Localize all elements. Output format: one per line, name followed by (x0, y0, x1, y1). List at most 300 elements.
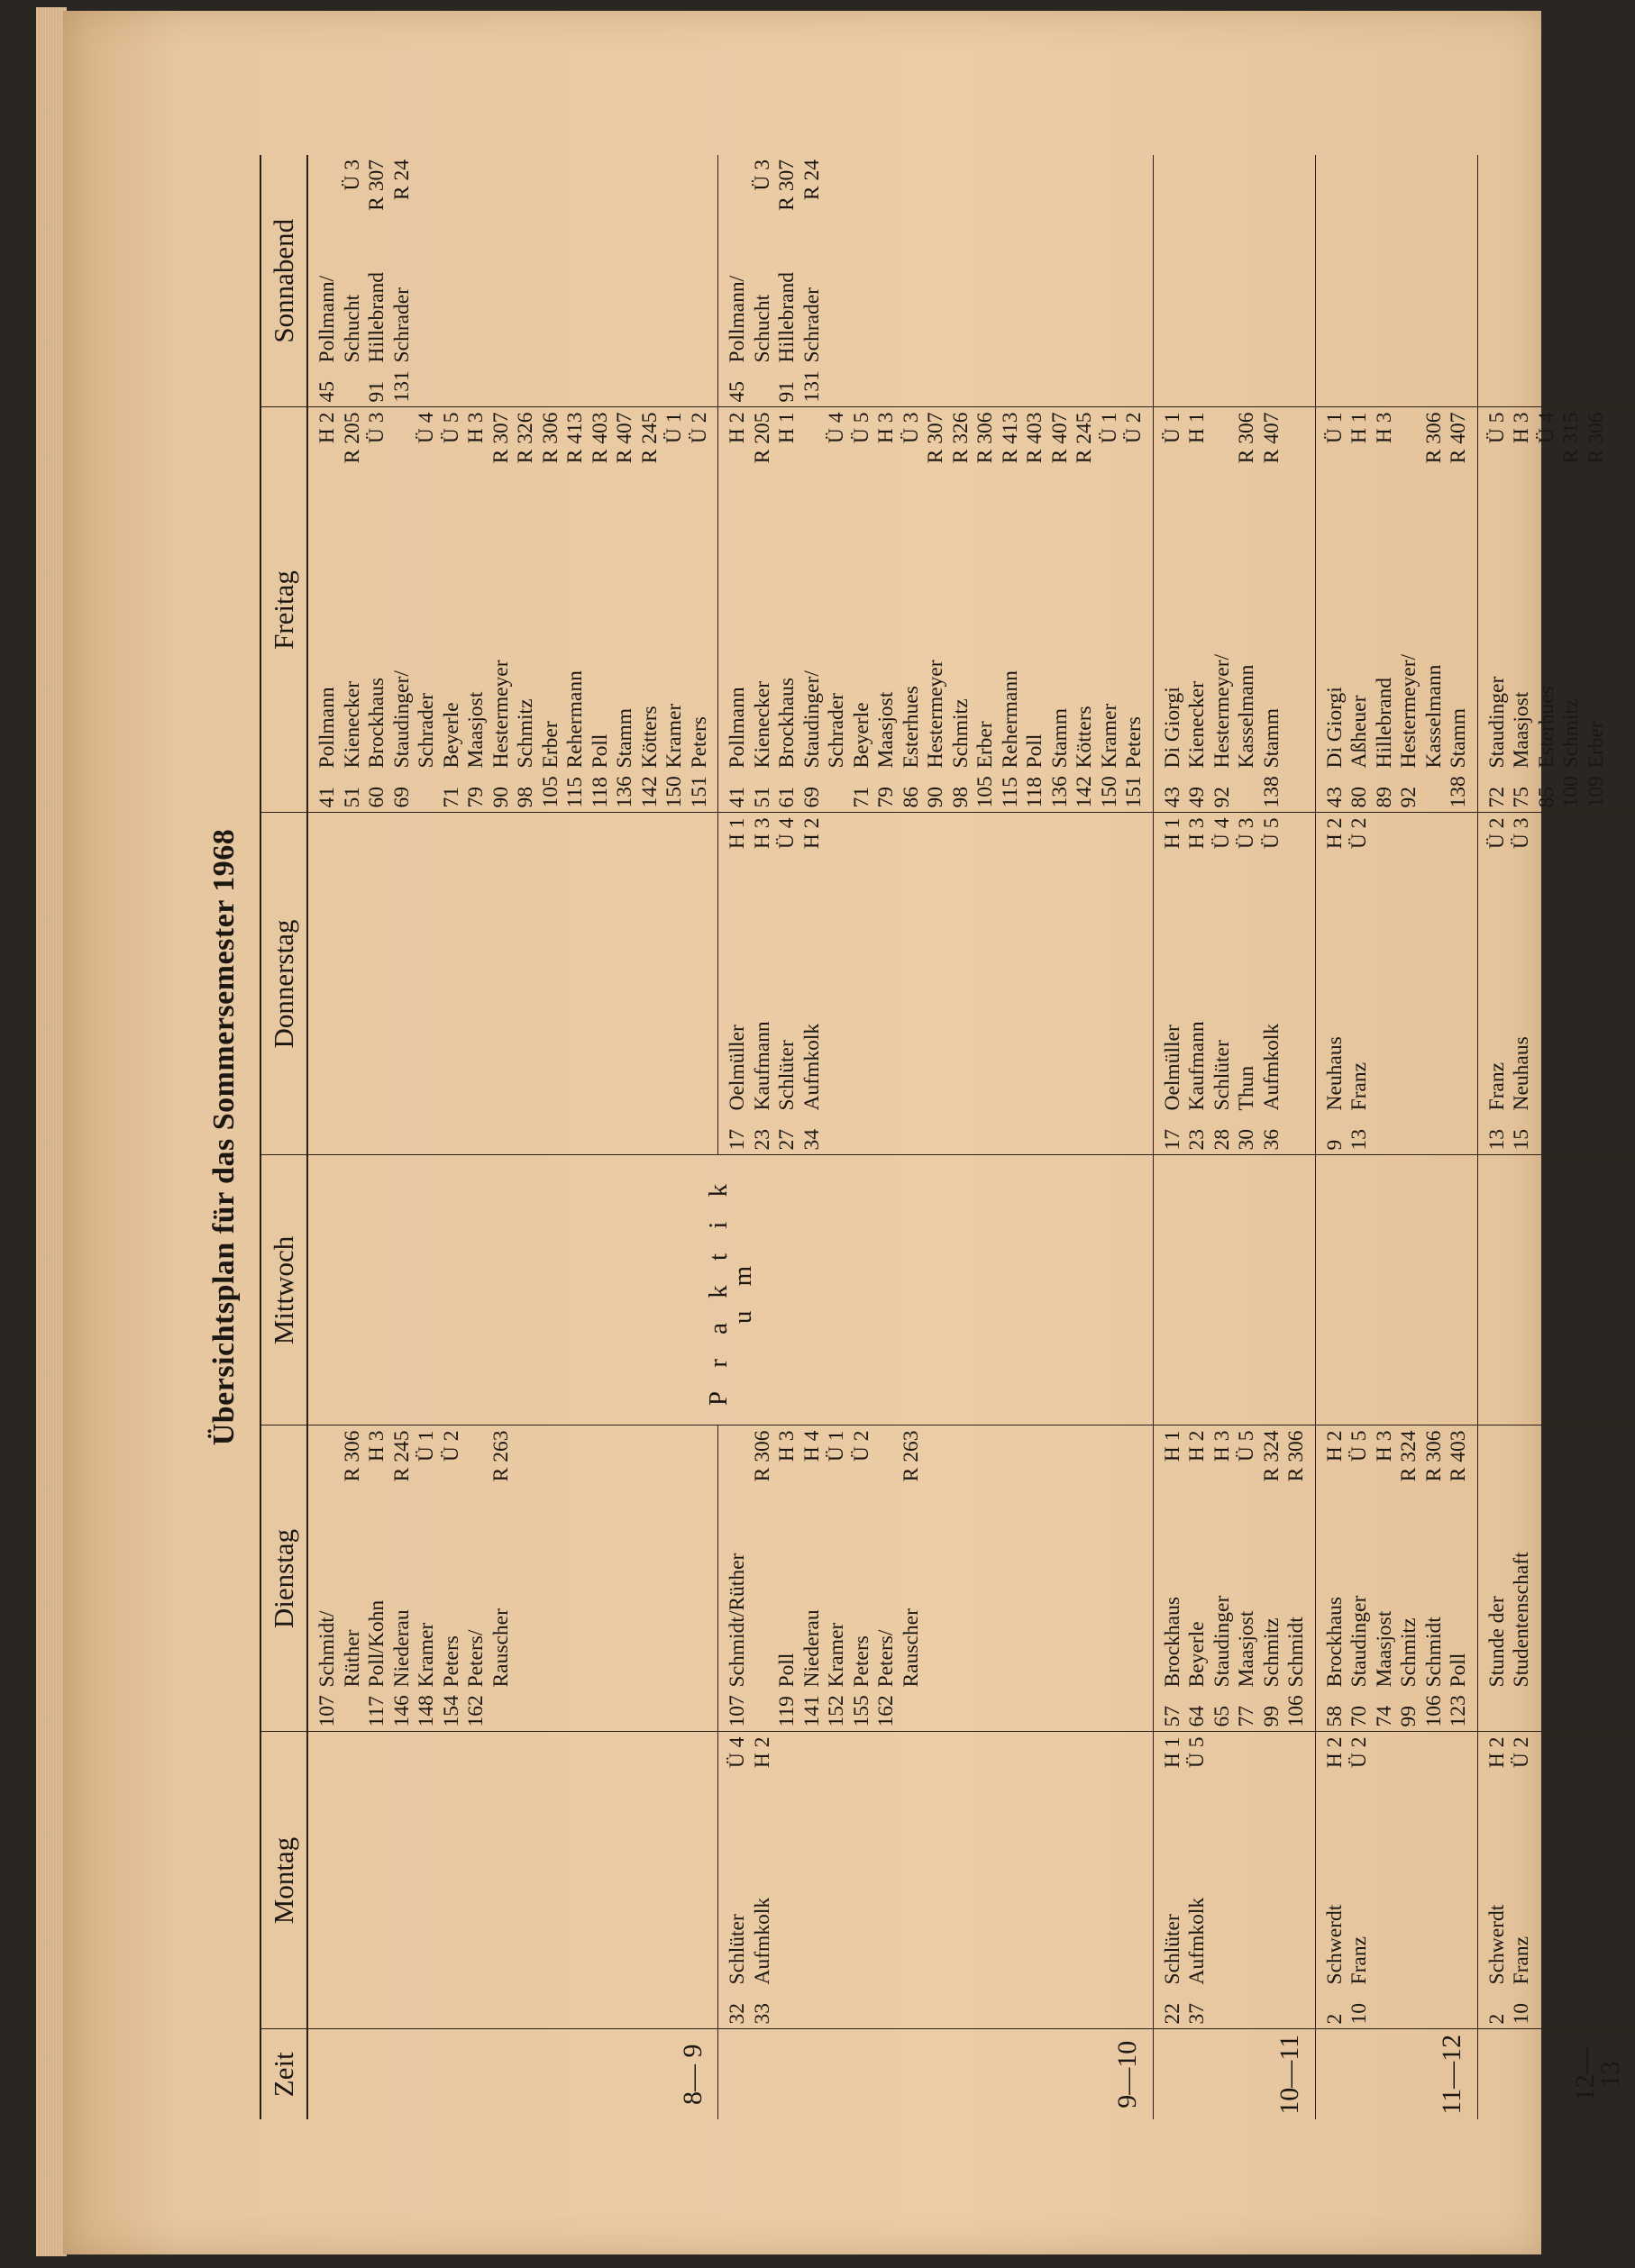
course-number: 92 (1210, 787, 1234, 808)
lecturer-name: Brockhaus (365, 677, 388, 769)
course-entry (751, 413, 776, 808)
course-entry (1260, 1431, 1285, 1727)
lecturer-name: Kienecker (1185, 680, 1209, 769)
course-number: 75 (1510, 787, 1533, 808)
course-entry (315, 159, 341, 403)
time-slot: 12—13 (1570, 2047, 1625, 2102)
course-number: 91 (365, 381, 388, 403)
course-entry (539, 413, 564, 808)
lecturer-name: Studentenschaft (1510, 1552, 1533, 1688)
lecturer-name: Peters/ (464, 1629, 488, 1688)
freitag-cell (307, 407, 718, 813)
room-code: H 3 (1372, 412, 1396, 444)
donnerstag-cell (1153, 813, 1315, 1155)
room-code: H 2 (315, 412, 339, 444)
lecturer-name: Hestermeyer/ (1210, 653, 1234, 769)
course-entry (775, 818, 800, 1151)
lecturer-name: Schlüter (1210, 1040, 1234, 1111)
lecturer-name: Schrader (799, 287, 824, 363)
course-entry (1323, 1737, 1348, 2025)
lecturer-name: Kaufmann (1185, 1021, 1209, 1111)
course-entry (1510, 818, 1535, 1151)
lecturer-name: Schmitz (1397, 1617, 1420, 1688)
course-number: 80 (1347, 787, 1371, 808)
room-code: R 407 (1447, 412, 1470, 464)
course-entry (751, 818, 776, 1151)
lecturer-name: Schmitz (948, 698, 973, 769)
room-code: Ü 2 (439, 1430, 463, 1462)
room-code: R 245 (389, 1430, 414, 1482)
course-entry (489, 1431, 515, 1727)
course-entry (800, 1431, 826, 1727)
course-number: 152 (825, 1695, 848, 1727)
course-entry (1510, 1431, 1535, 1727)
course-entry (1559, 413, 1585, 808)
room-code: Ü 5 (1259, 817, 1283, 850)
room-code: H 2 (1322, 1430, 1347, 1462)
course-number: 146 (389, 1695, 414, 1727)
room-code: H 1 (775, 412, 799, 444)
room-code (726, 159, 751, 163)
course-number: 123 (1447, 1695, 1470, 1727)
course-number: 70 (1347, 1706, 1371, 1727)
lecturer-name: Brockhaus (775, 677, 799, 769)
course-entry (775, 159, 800, 403)
room-code: R 307 (365, 159, 388, 211)
montag-cell (718, 1732, 1154, 2029)
lecturer-name: Maasjost (1235, 1610, 1258, 1688)
room-code: H 3 (365, 1430, 388, 1462)
lecturer-name: Beyerle (1185, 1621, 1209, 1688)
empty-cell (1477, 1155, 1635, 1425)
lecturer-name: Franz (1510, 1936, 1533, 1985)
room-code: Ü 1 (1097, 412, 1121, 444)
lecturer-name (751, 1485, 776, 1687)
donnerstag-cell (307, 813, 718, 1155)
course-number: 90 (489, 787, 513, 808)
lecturer-name: Oelmüller (1160, 1025, 1184, 1111)
room-code: Ü 4 (775, 817, 799, 850)
course-number: 150 (662, 776, 686, 808)
room-code: Ü 2 (1347, 817, 1371, 850)
course-entry (1284, 1431, 1310, 1727)
room-code: Ü 2 (1122, 412, 1146, 444)
course-entry (800, 818, 826, 1151)
time-slot-cell (718, 2029, 1154, 2119)
lecturer-name: Peters/ (874, 1629, 898, 1688)
room-code: R 315 (1559, 412, 1583, 464)
room-code: H 2 (750, 1736, 774, 1769)
schedule-body (307, 155, 1635, 2119)
montag-cell (1315, 1732, 1477, 2029)
course-number: 69 (389, 787, 414, 808)
course-number: 37 (1185, 2003, 1209, 2025)
room-code: R 326 (514, 412, 537, 464)
room-code (1485, 1431, 1511, 1435)
course-entry (315, 1431, 341, 1727)
room-code: Ü 5 (1235, 1430, 1258, 1462)
course-entry (390, 159, 416, 403)
course-entry (800, 159, 826, 403)
course-number: 136 (613, 776, 636, 808)
lecturer-name: Hillebrand (365, 272, 388, 363)
course-entry (1510, 1737, 1535, 2025)
lecturer-name: Pollmann/ (315, 275, 339, 363)
lecturer-name: Schmitz (1259, 1617, 1283, 1688)
room-code: Ü 2 (1510, 1736, 1533, 1769)
course-number: 57 (1160, 1706, 1184, 1727)
course-entry (1023, 413, 1048, 808)
lecturer-name: Erber (1584, 721, 1608, 769)
course-number: 131 (799, 370, 824, 403)
course-entry (464, 1431, 489, 1727)
room-code: Ü 1 (1160, 412, 1184, 444)
room-code: H 1 (1347, 412, 1371, 444)
room-code: R 403 (1447, 1430, 1470, 1482)
empty-cell (1153, 1155, 1315, 1425)
lecturer-name: Kramer (662, 703, 686, 769)
lecturer-name: Poll (588, 733, 612, 769)
course-entry (1373, 1431, 1398, 1727)
course-entry (800, 413, 826, 808)
course-number: 33 (750, 2003, 774, 2025)
sonnabend-cell (307, 155, 718, 407)
course-number: 138 (1447, 776, 1470, 808)
course-number: 41 (726, 787, 749, 808)
course-number (900, 1688, 925, 1727)
room-code: H 2 (1322, 817, 1347, 850)
course-number: 119 (775, 1696, 799, 1727)
header-donnerstag: Donnerstag (260, 813, 307, 1155)
course-entry (1347, 1431, 1373, 1727)
room-code: R 407 (1259, 412, 1283, 464)
lecturer-name: Erber (538, 721, 562, 769)
course-entry (341, 1431, 366, 1727)
time-row (1477, 155, 1635, 2119)
course-number: 155 (849, 1695, 873, 1727)
dienstag-cell (1153, 1425, 1315, 1732)
course-entry (1323, 1431, 1348, 1727)
room-code: Ü 3 (1510, 817, 1533, 850)
room-code: H 4 (799, 1430, 824, 1462)
course-number: 23 (1185, 1129, 1209, 1151)
room-code: R 205 (340, 412, 364, 464)
course-entry (1048, 413, 1073, 808)
course-entry (751, 1431, 776, 1727)
lecturer-name: Rauscher (489, 1608, 513, 1688)
course-number: 77 (1235, 1706, 1258, 1727)
course-number: 49 (1185, 787, 1209, 808)
course-entry (688, 413, 713, 808)
sonnabend-cell (718, 155, 1154, 407)
course-entry (1323, 413, 1348, 808)
course-number: 105 (973, 776, 997, 808)
room-code: R 306 (1421, 1430, 1446, 1482)
freitag-cell (1315, 407, 1477, 813)
room-code: Ü 5 (1347, 1430, 1371, 1462)
lecturer-name: Kötters (637, 706, 662, 769)
course-number: 32 (726, 2003, 749, 2025)
course-number: 138 (1259, 776, 1283, 808)
course-number: 51 (750, 787, 774, 808)
course-number: 100 (1559, 776, 1583, 808)
lecturer-name: Poll/Kohn (365, 1599, 388, 1688)
lecturer-name: Beyerle (849, 702, 873, 769)
course-entry (726, 818, 751, 1151)
course-number: 117 (365, 1696, 388, 1727)
course-number: 92 (1397, 787, 1420, 808)
course-entry (726, 1737, 751, 2025)
course-number: 85 (1534, 787, 1558, 808)
header-zeit: Zeit (260, 2029, 307, 2119)
course-number: 10 (1347, 2003, 1371, 2025)
lecturer-name: Maasjost (1372, 1610, 1396, 1688)
time-slot-cell (1315, 2029, 1477, 2119)
lecturer-name: Kötters (1073, 706, 1096, 769)
montag-cell (1477, 1732, 1635, 2029)
lecturer-name: Schlüter (726, 1914, 749, 1985)
lecturer-name: Rüther (340, 1629, 364, 1688)
room-code: H 1 (726, 817, 749, 850)
lecturer-name: Neuhaus (1510, 1036, 1533, 1111)
lecturer-name: Peters (1122, 716, 1146, 769)
room-code: H 3 (464, 412, 488, 444)
lecturer-name: Pollmann/ (726, 275, 749, 363)
course-number: 36 (1259, 1129, 1283, 1151)
course-number: 151 (1122, 776, 1146, 808)
lecturer-name: Aufmkolk (1185, 1897, 1209, 1985)
course-entry (1485, 1737, 1511, 2025)
course-number: 51 (340, 787, 364, 808)
lecturer-name: Poll (1447, 1653, 1470, 1688)
course-number (825, 769, 850, 808)
lecturer-name: Kasselmann (1421, 664, 1446, 769)
course-entry (315, 413, 341, 808)
room-code: R 24 (389, 159, 414, 201)
lecturer-name: Stamm (613, 707, 636, 769)
room-code: Ü 1 (825, 1430, 848, 1462)
course-number: 162 (464, 1695, 488, 1727)
lecturer-name: Aufmkolk (799, 1023, 824, 1111)
room-code: R 407 (613, 412, 636, 464)
course-entry (464, 413, 489, 808)
rotated-content (207, 155, 1625, 2119)
lecturer-name: Schmitz (1559, 698, 1583, 769)
lecturer-name: Hillebrand (1372, 678, 1396, 769)
course-number: 45 (726, 381, 749, 403)
course-number: 2 (1484, 2013, 1509, 2025)
course-number: 2 (1322, 2013, 1347, 2025)
room-code: H 1 (1160, 1736, 1184, 1769)
course-number (341, 1688, 366, 1727)
course-entry (1397, 413, 1422, 808)
room-code: R 306 (1284, 1430, 1308, 1482)
room-code: H 2 (1322, 1736, 1347, 1769)
lecturer-name: Thun (1235, 1065, 1258, 1111)
course-entry (1235, 818, 1260, 1151)
course-entry (365, 1431, 390, 1727)
room-code: R 306 (750, 1430, 774, 1482)
lecturer-name: Beyerle (439, 702, 463, 769)
course-number: 142 (1073, 776, 1096, 808)
course-entry (999, 413, 1024, 808)
course-entry (613, 413, 638, 808)
course-number: 142 (637, 776, 662, 808)
room-code: R 413 (563, 412, 587, 464)
room-code: H 3 (1372, 1430, 1396, 1462)
freitag-cell (1477, 407, 1635, 813)
course-number: 98 (948, 787, 973, 808)
room-code: R 324 (1259, 1430, 1283, 1482)
montag-cell (307, 1732, 718, 2029)
course-number: 115 (998, 777, 1022, 808)
course-number: 98 (514, 787, 537, 808)
course-entry (390, 1431, 416, 1727)
time-slot: 11—12 (1437, 2034, 1466, 2115)
room-code (464, 1431, 489, 1435)
time-row (1153, 155, 1315, 2119)
lecturer-name: Schlüter (1160, 1914, 1184, 1985)
course-entry (341, 413, 366, 808)
lecturer-name: Schucht (340, 294, 364, 363)
course-number: 107 (315, 1695, 339, 1727)
lecturer-name: Kienecker (750, 680, 774, 769)
room-code: H 3 (1185, 817, 1209, 850)
course-number: 151 (687, 776, 711, 808)
course-number: 13 (1347, 1129, 1371, 1151)
course-entry (662, 413, 688, 808)
donnerstag-cell (718, 813, 1154, 1155)
course-entry (751, 159, 776, 403)
course-entry (415, 413, 440, 808)
room-code: Ü 3 (340, 159, 364, 191)
room-code (390, 413, 416, 416)
course-entry (1447, 1431, 1472, 1727)
course-number: 45 (315, 381, 339, 403)
course-entry (1185, 818, 1210, 1151)
lecturer-name: Poll (775, 1653, 799, 1688)
time-slot-cell (307, 2029, 718, 2119)
course-entry (1397, 1431, 1422, 1727)
course-number: 79 (874, 787, 898, 808)
course-number: 9 (1322, 1139, 1347, 1151)
room-code: R 307 (489, 412, 513, 464)
course-number: 105 (538, 776, 562, 808)
course-number: 154 (439, 1695, 463, 1727)
room-code: Ü 3 (365, 412, 388, 444)
lecturer-name: Aufmkolk (1259, 1023, 1283, 1111)
course-number: 43 (1322, 787, 1347, 808)
room-code: R 307 (775, 159, 799, 211)
course-entry (1185, 1737, 1210, 2025)
course-number: 15 (1510, 1129, 1533, 1151)
course-number (489, 1688, 515, 1727)
course-entry (1185, 413, 1210, 808)
course-entry (563, 413, 589, 808)
room-code (874, 1431, 900, 1435)
lecturer-name: Staudinger/ (389, 670, 414, 769)
course-entry (900, 413, 925, 808)
lecturer-name: Maasjost (874, 691, 898, 769)
page-title: Übersichtsplan für das Sommersemester 1968 (207, 828, 241, 1446)
course-entry (1210, 413, 1236, 808)
lecturer-name: Franz (1484, 1061, 1509, 1111)
course-entry (850, 413, 875, 808)
room-code: Ü 1 (1322, 412, 1347, 444)
course-number (751, 1688, 776, 1727)
course-entry (440, 413, 465, 808)
course-entry (751, 1737, 776, 2025)
course-number (1485, 1688, 1511, 1727)
room-code: Ü 5 (1484, 412, 1509, 444)
header-freitag: Freitag (260, 407, 307, 813)
course-entry (638, 413, 663, 808)
room-code: R 407 (1047, 412, 1072, 464)
room-code: R 324 (1397, 1430, 1420, 1482)
room-code: R 306 (538, 412, 562, 464)
lecturer-name: Schmidt/Rüther (726, 1553, 749, 1688)
lecturer-name: Neuhaus (1322, 1036, 1347, 1111)
room-code: Ü 3 (899, 412, 923, 444)
room-code: H 2 (726, 412, 749, 444)
course-number: 27 (775, 1129, 799, 1151)
course-number: 99 (1259, 1706, 1283, 1727)
lecturer-name: Maasjost (1510, 691, 1533, 769)
lecturer-name: Stamm (1447, 707, 1470, 769)
course-entry (726, 159, 751, 403)
room-code: Ü 4 (415, 412, 438, 444)
course-entry (1485, 818, 1511, 1151)
course-entry (825, 1431, 850, 1727)
course-entry (365, 159, 390, 403)
course-entry (1347, 413, 1373, 808)
room-code: R 245 (1073, 412, 1096, 464)
room-code: Ü 5 (439, 412, 463, 444)
room-code: Ü 4 (1210, 817, 1234, 850)
lecturer-name: Rehermann (563, 670, 587, 769)
course-number (341, 363, 366, 403)
room-code: Ü 1 (415, 1430, 438, 1462)
course-number: 22 (1160, 2003, 1184, 2025)
praktikum-cell: P r a k t i k u m (307, 1155, 1153, 1425)
course-entry (825, 413, 850, 808)
lecturer-name: Hestermeyer (489, 660, 513, 769)
course-entry (1122, 413, 1147, 808)
lecturer-name: Kaufmann (750, 1021, 774, 1111)
room-code (315, 1431, 341, 1435)
lecturer-name: Peters (687, 716, 711, 769)
course-number: 107 (726, 1695, 749, 1727)
course-number: 141 (799, 1695, 824, 1727)
lecturer-name: Poll (1023, 733, 1046, 769)
course-entry (489, 413, 515, 808)
course-number: 148 (415, 1695, 438, 1727)
lecturer-name: Schrader (389, 287, 414, 363)
lecturer-name: Di Giorgi (1160, 687, 1184, 769)
course-entry (1073, 413, 1098, 808)
time-slot-cell (1153, 2029, 1315, 2119)
course-entry (775, 413, 800, 808)
dienstag-cell (718, 1425, 1154, 1732)
course-entry (1447, 413, 1472, 808)
lecturer-name: Schmidt/ (315, 1610, 339, 1688)
course-entry (415, 1431, 440, 1727)
time-slot: 9—10 (1112, 2040, 1142, 2109)
lecturer-name: Schwerdt (1484, 1904, 1509, 1985)
course-number: 115 (563, 777, 587, 808)
time-slot: 8— 9 (677, 2044, 708, 2105)
lecturer-name: Esterhues (899, 686, 923, 769)
